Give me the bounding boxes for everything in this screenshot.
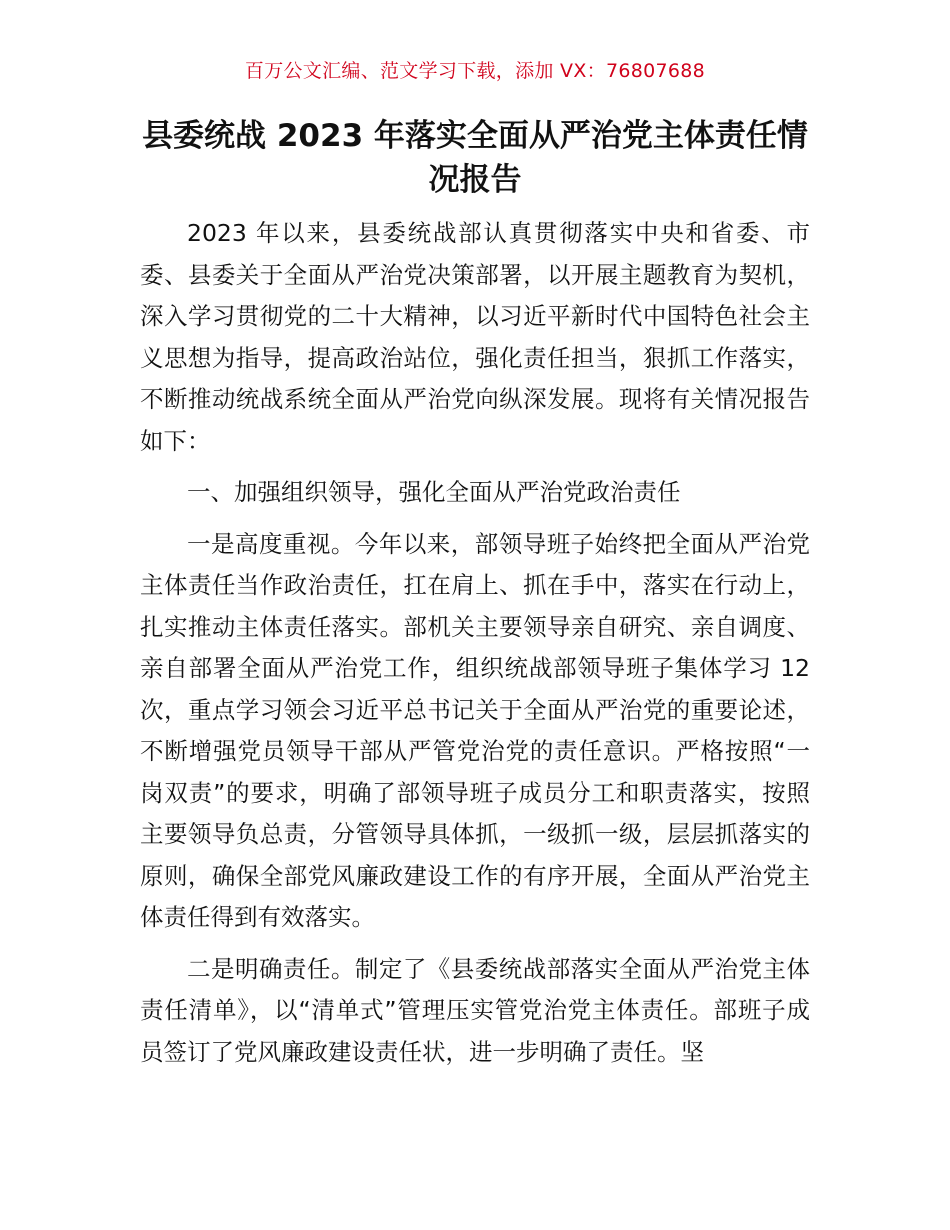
paragraph-point-1: 一是高度重视。今年以来，部领导班子始终把全面从严治党主体责任当作政治责任，扛在肩上、抓在手中，落实在行动上，扎实推动主体责任落实。部机关主要领导亲自研究、亲自调度、亲自部署全面从严治党工作，组织统战部领导班子集体学习 12 次，重点学习领会习近平总书记关于全面从严治党的重要论述，不断增强党员领导干部从严管党治党的责任意识。严格按照“一岗双责”的要求，明确了部领导班子成员分工和职责落实，按照主要领导负总责，分管领导具体抓，一级抓一级，层层抓落实的原则，确保全部党风廉政建设工作的有序开展，全面从严治党主体责任得到有效落实。: [140, 529, 810, 931]
document-body: [140, 213, 810, 1073]
paragraph-point-2: 二是明确责任。制定了《县委统战部落实全面从严治党主体责任清单》，以“清单式”管理压实管党治党主体责任。部班子成员签订了党风廉政建设责任状，进一步明确了责任。坚: [140, 954, 810, 1066]
paragraph-intro: 2023 年以来，县委统战部认真贯彻落实中央和省委、市委、县委关于全面从严治党决策部署，以开展主题教育为契机，深入学习贯彻党的二十大精神，以习近平新时代中国特色社会主义思想为指导，提高政治站位，强化责任担当，狠抓工作落实，不断推动统战系统全面从严治党向纵深发展。现将有关情况报告如下：: [140, 219, 810, 455]
header-note: 百万公文汇编、范文学习下载，添加 VX：76807688: [244, 60, 706, 82]
section-heading-1: 一、加强组织领导，强化全面从严治党政治责任: [187, 478, 681, 506]
document-title: 县委统战 2023 年落实全面从严治党主体责任情况报告: [142, 118, 808, 198]
